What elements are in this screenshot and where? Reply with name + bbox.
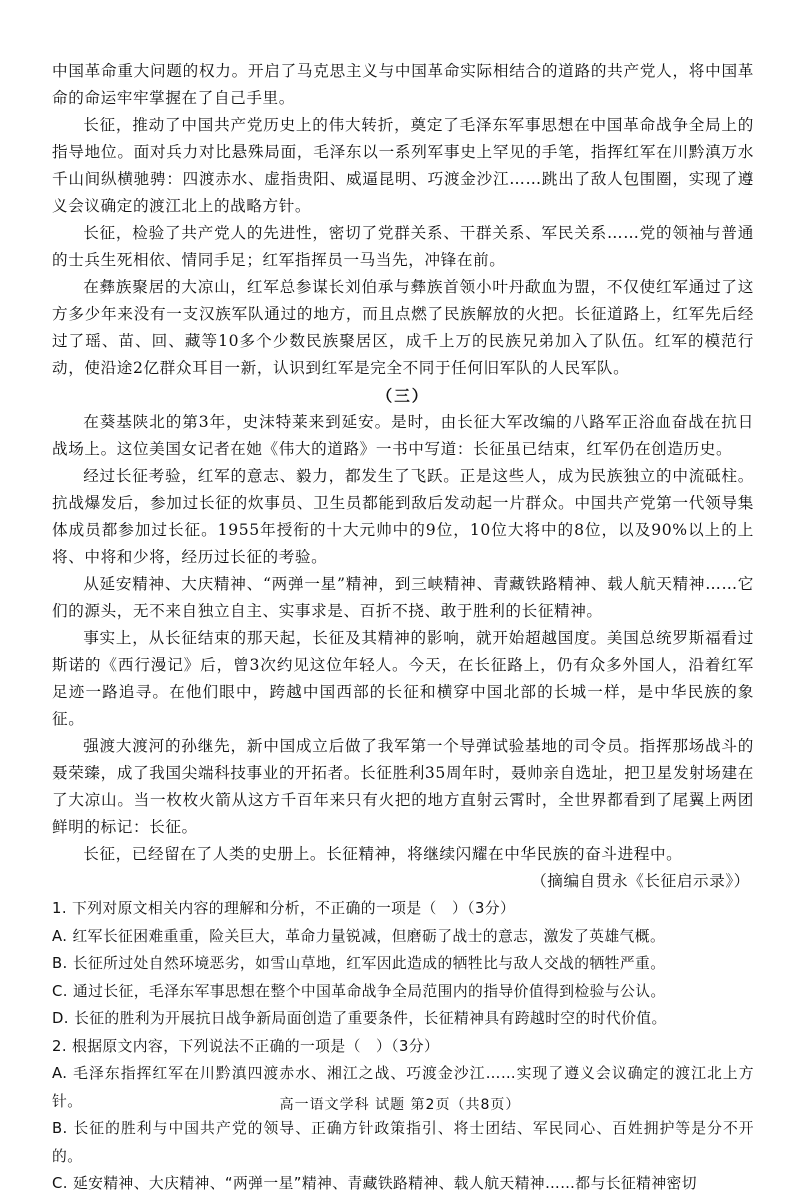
- section-heading: （三）: [376, 386, 430, 405]
- question-1-option-a: A. 红军长征困难重重，险关巨大，革命力量锐减，但磨砺了战士的意志，激发了英雄气概。: [52, 927, 666, 945]
- article-paragraph: 在彝族聚居的大凉山，红军总参谋长刘伯承与彝族首领小叶丹歃血为盟，不仅使红军通过了这方多少年来没有一支汉族军队通过的地方，而且点燃了民族解放的火把。长征道路上，红军先后经过了瑶、苗、回、藏等10多个少数民族聚居区，成千上万的民族兄弟加入了队伍。红军的模范行动，使沿途2亿群众耳目一新，认识到红军是完全不同于任何旧军队的人民军队。: [52, 278, 754, 377]
- question-2-option-b: B. 长征的胜利与中国共产党的领导、正确方针政策指引、将士团结、军民同心、百姓拥护等是分不开的。: [52, 1120, 754, 1165]
- article-paragraph: 长征，推动了中国共产党历史上的伟大转折，奠定了毛泽东军事思想在中国革命战争全局上的指导地位。面对兵力对比悬殊局面，毛泽东以一系列军事史上罕见的手笔，指挥红军在川黔滇万水千山间纵横驰骋：四渡赤水、虚指贵阳、威逼昆明、巧渡金沙江……跳出了敌人包围圈，实现了遵义会议确定的渡江北上的战略方针。: [52, 116, 754, 215]
- question-block: [52, 895, 754, 1198]
- question-1-stem: 1. 下列对原文相关内容的理解和分析，不正确的一项是（ ）（3分）: [52, 900, 516, 917]
- article-paragraph: 事实上，从长征结束的那天起，长征及其精神的影响，就开始超越国度。美国总统罗斯福看过斯诺的《西行漫记》后，曾3次约见这位年轻人。今天，在长征路上，仍有众多外国人，沿着红军足迹一路追寻。在他们眼中，跨越中国西部的长征和横穿中国北部的长城一样，是中华民族的象征。: [52, 629, 754, 728]
- article-paragraph: 长征，检验了共产党人的先进性，密切了党群关系、干群关系、军民关系……党的领袖与普通的士兵生死相依、情同手足；红军指挥员一马当先，冲锋在前。: [52, 224, 754, 269]
- article-paragraph: 从延安精神、大庆精神、“两弹一星”精神，到三峡精神、青藏铁路精神、载人航天精神……它们的源头，无不来自独立自主、实事求是、百折不挠、敢于胜利的长征精神。: [52, 575, 754, 620]
- article-source: （摘编自贯永《长征启示录》）: [531, 872, 750, 890]
- page-footer: 高一语文学科 试题 第2页（共8页）: [279, 1097, 521, 1113]
- article-paragraph: 中国革命重大问题的权力。开启了马克思主义与中国革命实际相结合的道路的共产党人，将中国革命的命运牢牢掌握在了自己手里。: [52, 62, 754, 107]
- question-1-option-c: C. 通过长征，毛泽东军事思想在整个中国革命战争全局范围内的指导价值得到检验与公认。: [52, 982, 666, 1000]
- question-1-option-d: D. 长征的胜利为开展抗日战争新局面创造了重要条件，长征精神具有跨越时空的时代价值。: [52, 1010, 667, 1027]
- article-paragraph: 强渡大渡河的孙继先，新中国成立后做了我军第一个导弹试验基地的司令员。指挥那场战斗的聂荣臻，成了我国尖端科技事业的开拓者。长征胜利35周年时，聂帅亲自选址，把卫星发射场建在了大凉山。当一枚枚火箭从这方千百年来只有火把的地方直射云霄时，全世界都看到了尾翼上两团鲜明的标记：长征。: [52, 737, 754, 836]
- article-paragraph: 长征，已经留在了人类的史册上。长征精神，将继续闪耀在中华民族的奋斗进程中。: [83, 845, 683, 863]
- article-paragraph: 在葵基陕北的第3年，史沫特莱来到延安。是时，由长征大军改编的八路军正浴血奋战在抗日战场上。这位美国女记者在她《伟大的道路》一书中写道：长征虽已结束，红军仍在创造历史。: [52, 413, 754, 458]
- article-paragraph: 经过长征考验，红军的意志、毅力，都发生了飞跃。正是这些人，成为民族独立的中流砥柱。抗战爆发后，参加过长征的炊事员、卫生员都能到敌后发动起一片群众。中国共产党第一代领导集体成员都参加过长征。1955年授衔的十大元帅中的9位，10位大将中的8位，以及90%以上的上将、中将和少将，经历过长征的考验。: [52, 467, 754, 566]
- question-2-option-c: C. 延安精神、大庆精神、“两弹一星”精神、青藏铁路精神、载人航天精神……都与长征精神密切: [52, 1175, 697, 1192]
- article-body: [52, 58, 754, 1198]
- question-2-stem: 2. 根据原文内容，下列说法不正确的一项是（ ）（3分）: [52, 1037, 440, 1055]
- question-1-option-b: B. 长征所过处自然环境恶劣，如雪山草地，红军因此造成的牺牲比与敌人交战的牺牲严重。: [52, 955, 666, 972]
- question-2-option-a: A. 毛泽东指挥红军在川黔滇四渡赤水、湘江之战、巧渡金沙江……实现了遵义会议确定的渡江北上方针。: [52, 1065, 754, 1110]
